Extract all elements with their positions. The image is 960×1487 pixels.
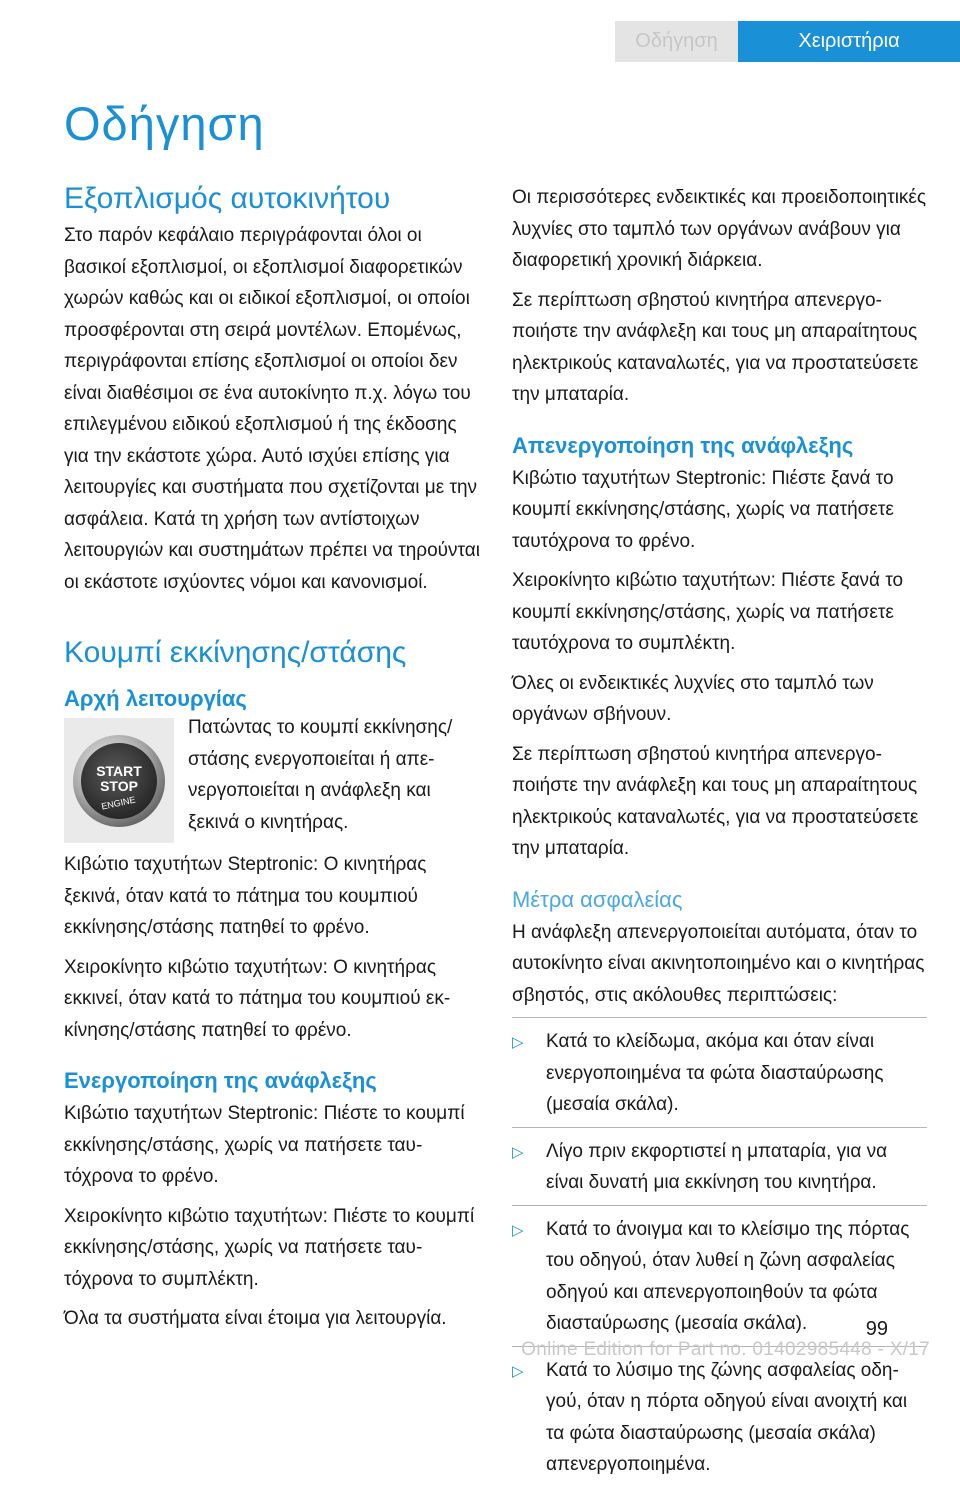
ignition-off-heading: Απενεργοποίηση της ανάφλεξης xyxy=(512,432,854,458)
equipment-heading: Εξοπλισμός αυτοκινήτου xyxy=(64,182,391,215)
safety-heading: Μέτρα ασφαλείας xyxy=(512,886,683,912)
bullet-text: Κατά το άνοιγμα και το κλείσιμο της πόρτας του οδηγού, όταν λυθεί η ζώνη ασφαλείας οδηγού και απενεργοποιηθούν τα φώτα διασταύρωσης (μεσαία σκάλα). xyxy=(546,1218,910,1334)
equipment-text: Στο παρόν κεφάλαιο περιγράφονται όλοι οι βασικοί εξοπλισμοί, οι εξοπλισμοί διαφορετικών χωρών καθώς και οι ειδικοί εξοπλισμοί, οι οποίοι προσφέρονται στη σειρά μοντέλων. Επομένως, περιγράφονται επίσης εξοπλισμοί οι οποίοι δεν είναι διαθέσιμοι σε ένα αυτοκίνητο π.χ. λόγω του επιλεγμένου ειδικού εξοπλισμού ή της έκδοσης για την εκάστοτε χώρα. Αυτό ισχύει επίσης για λειτουργίες και συστήματα που σχετίζονται με την ασφάλεια. Κατά τη χρήση των αντίστοιχων λειτουργιών και συστημάτων πρέπει να τηρούνται οι εκάστοτε ισχύοντες νόμοι και κανονισμοί. xyxy=(64,225,480,593)
ignition-on-heading: Ενεργοποίηση της ανάφλεξης xyxy=(64,1068,377,1093)
principle-text: Πατώντας το κουμπί εκκίνησης/στάσης ενεργοποιείται ή απενεργοποιείται η ανάφλεξη και ξεκινά ο κινητήρας. xyxy=(188,717,453,833)
ignition-on-ready-text: Όλα τα συστήματα είναι έτοιμα για λειτουργία. xyxy=(64,1308,447,1329)
list-item xyxy=(512,1205,927,1346)
ignition-on-manual-text: Χειροκίνητο κιβώτιο ταχυτήτων: Πιέστε το κουμπί εκκίνησης/στάσης, χωρίς να πατήσετε ταυτόχρονα το συμπλέκτη. xyxy=(64,1205,475,1290)
header-tabs xyxy=(615,21,960,62)
triangle-bullet-icon: ▷ xyxy=(512,1034,524,1051)
page-number: 99 xyxy=(865,1318,888,1340)
ignition-off-manual-text: Χειροκίνητο κιβώτιο ταχυτήτων: Πιέστε ξανά το κουμπί εκκίνησης/στάσης, χωρίς να πατήσετε ταυτόχρονα το συμπλέκτη. xyxy=(512,570,904,654)
startstop-button-image xyxy=(64,718,174,843)
bullet-text: Λίγο πριν εκφορτιστεί η μπαταρία, για να είναι δυνατή μια εκκίνηση του κινητήρα. xyxy=(546,1140,888,1193)
indicator-text: Οι περισσότερες ενδεικτικές και προειδοποιητικές λυχνίες στο ταμπλό των οργάνων ανάβουν για διαφορετική χρονική διάρκεια. xyxy=(512,187,927,271)
principle-heading: Αρχή λειτουργίας xyxy=(64,686,247,711)
button-label-engine: ENGINE xyxy=(100,794,137,812)
triangle-bullet-icon: ▷ xyxy=(512,1221,524,1239)
tab-section[interactable]: Οδήγηση xyxy=(615,21,738,62)
list-item xyxy=(512,1017,927,1127)
manual-start-text: Χειροκίνητο κιβώτιο ταχυτήτων: Ο κινητήρας εκκινεί, όταν κατά το πάτημα του κουμπιού εκκίνησης/στάσης πατηθεί το φρένο. xyxy=(64,956,451,1041)
page-title: Οδήγηση xyxy=(64,97,265,150)
safety-intro-text: Η ανάφλεξη απενεργοποιείται αυτόματα, όταν το αυτοκίνητο είναι ακινητοποιημένο και ο κινητήρας σβηστός, στις ακόλουθες περιπτώσεις: xyxy=(512,921,925,1006)
triangle-bullet-icon: ▷ xyxy=(512,1143,524,1161)
tab-chapter[interactable]: Χειριστήρια xyxy=(738,21,960,62)
bullet-text: Κατά το κλείδωμα, ακόμα και όταν είναι ενεργοποιημένα τα φώτα διασταύρωσης (μεσαία σκάλα). xyxy=(546,1031,884,1115)
engine-off-text-1: Σε περίπτωση σβηστού κινητήρα απενεργοποιήστε την ανάφλεξη και τους μη απαραίτητους ηλεκτρικούς καταναλωτές, για να προστατεύσετε την μπαταρία. xyxy=(512,289,919,405)
startstop-heading: Κουμπί εκκίνησης/στάσης xyxy=(64,636,407,669)
right-column xyxy=(512,182,927,1487)
bullet-text: Κατά το λύσιμο της ζώνης ασφαλείας οδηγού, όταν η πόρτα οδηγού είναι ανοιχτή και τα φώτα διασταύρωσης (μεσαία σκάλα) απενεργοποιημένα. xyxy=(546,1359,908,1475)
footer-edition-text: Online Edition for Part no. 01402985448 - X/17 xyxy=(521,1339,930,1360)
left-column xyxy=(64,182,484,1335)
list-item xyxy=(512,1346,927,1487)
list-item xyxy=(512,1127,927,1205)
safety-bullet-list xyxy=(512,1017,927,1487)
ignition-on-steptronic-text: Κιβώτιο ταχυτήτων Steptronic: Πιέστε το κουμπί εκκίνησης/στάσης, χωρίς να πατήσετε ταυτόχρονα το φρένο. xyxy=(64,1103,465,1187)
start-stop-button-icon xyxy=(71,733,167,829)
steptronic-start-text: Κιβώτιο ταχυτήτων Steptronic: Ο κινητήρας ξεκινά, όταν κατά το πάτημα του κουμπιού εκκίνησης/στάσης πατηθεί το φρένο. xyxy=(64,854,427,938)
engine-off-text-2: Σε περίπτωση σβηστού κινητήρα απενεργοποιήστε την ανάφλεξη και τους μη απαραίτητους ηλεκτρικούς καταναλωτές, για να προστατεύσετε την μπαταρία. xyxy=(512,743,919,859)
ignition-off-steptronic-text: Κιβώτιο ταχυτήτων Steptronic: Πιέστε ξανά το κουμπί εκκίνησης/στάσης, χωρίς να πατήσετε ταυτόχρονα το φρένο. xyxy=(512,467,894,552)
button-label-start: START xyxy=(96,762,142,779)
startstop-figure-row xyxy=(64,712,484,843)
ignition-off-lamps-text: Όλες οι ενδεικτικές λυχνίες στο ταμπλό των οργάνων σβήνουν. xyxy=(512,672,874,725)
button-label-stop: STOP xyxy=(100,777,138,794)
triangle-bullet-icon: ▷ xyxy=(512,1362,524,1380)
